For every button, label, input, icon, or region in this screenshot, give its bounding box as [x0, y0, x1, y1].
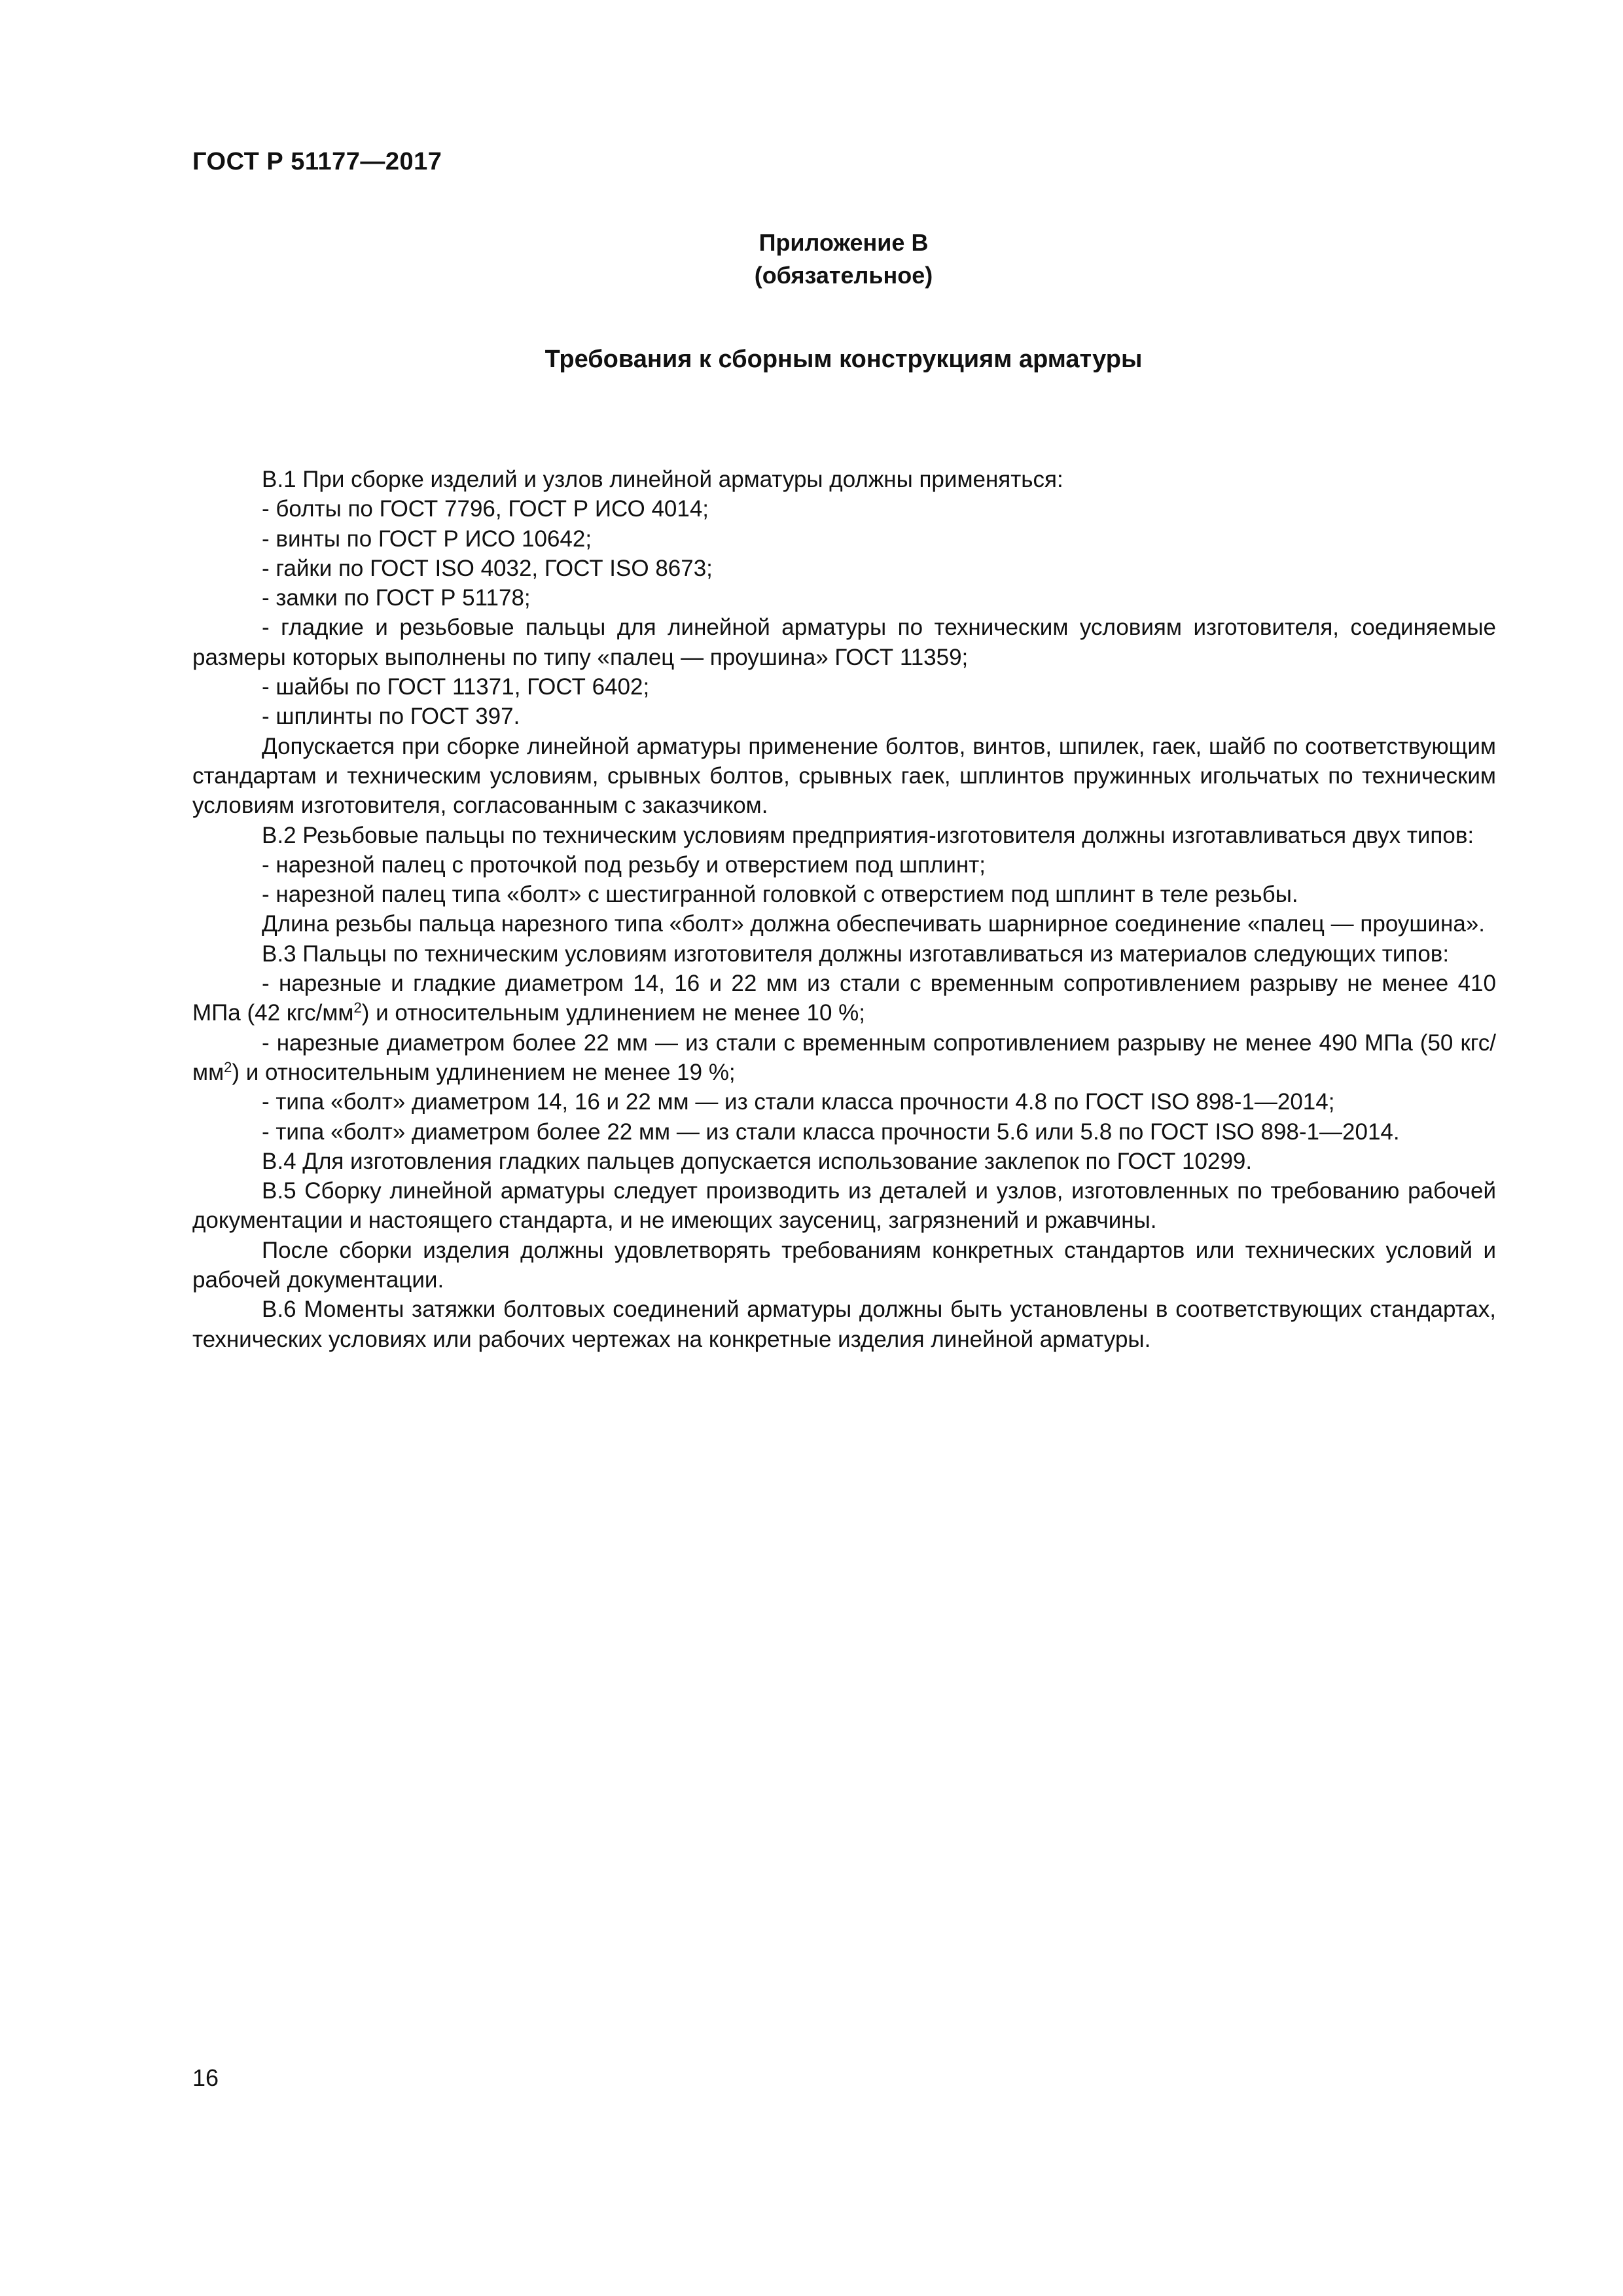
paragraph-b2: В.2 Резьбовые пальцы по техническим условиям предприятия-изготовителя должны изготавливаться двух типов: [262, 822, 1474, 848]
list-item-nuts: - гайки по ГОСТ ISO 4032, ГОСТ ISO 8673; [262, 555, 713, 581]
material-410-text-start: - нарезные и гладкие диаметром 14, 16 и 22 мм из стали с временным сопротивлением разрыву не менее 410 МПа (42 кгс/мм [192, 971, 1496, 1026]
section-title: Требования к сборным конструкциям арматуры [544, 346, 1143, 373]
list-item-bolt-pin: - нарезной палец типа «болт» с шестигранной головкой с отверстием под шплинт в теле резьбы. [262, 882, 1298, 908]
list-item-washers: - шайбы по ГОСТ 11371, ГОСТ 6402; [262, 674, 650, 700]
paragraph-b3: В.3 Пальцы по техническим условиям изготовителя должны изготавливаться из материалов следующих типов: [262, 941, 1450, 967]
list-item-material-410 [192, 969, 1496, 1028]
material-410-text-end: ) и относительным удлинением не менее 10 %; [361, 1000, 866, 1026]
list-item-cotter-pins: - шплинты по ГОСТ 397. [262, 704, 520, 730]
list-item-screws: - винты по ГОСТ Р ИСО 10642; [262, 526, 592, 552]
paragraph-b4: В.4 Для изготовления гладких пальцев допускается использование заклепок по ГОСТ 10299. [262, 1148, 1253, 1174]
appendix-label: Приложение В [758, 229, 929, 256]
material-490-text-end: ) и относительным удлинением не менее 19 %; [232, 1059, 736, 1085]
paragraph-b6: В.6 Моменты затяжки болтовых соединений арматуры должны быть установлены в соответствующих стандартах, технических условиях или рабочих чертежах на конкретные изделия линейной арматуры. [192, 1297, 1496, 1352]
paragraph-b5: В.5 Сборку линейной арматуры следует производить из деталей и узлов, изготовленных по требованию рабочей документации и настоящего стандарта, и не имеющих заусениц, загрязнений и ржавчины. [192, 1178, 1496, 1234]
superscript: 2 [224, 1058, 232, 1075]
paragraph-thread-length: Длина резьбы пальца нарезного типа «болт» должна обеспечивать шарнирное соединение «палец — проушина». [262, 911, 1486, 937]
body-text [192, 465, 1496, 1354]
appendix-status: (обязательное) [754, 262, 933, 289]
page-number: 16 [192, 2064, 219, 2091]
list-item-bolts: - болты по ГОСТ 7796, ГОСТ Р ИСО 4014; [262, 496, 709, 522]
appendix-heading [192, 226, 1495, 292]
list-item-threaded-pin: - нарезной палец с проточкой под резьбу и отверстием под шплинт; [262, 852, 986, 878]
paragraph-after-assembly: После сборки изделия должны удовлетворять требованиям конкретных стандартов или технических условий и рабочей документации. [192, 1237, 1496, 1293]
document-code: ГОСТ Р 51177—2017 [192, 148, 442, 175]
list-item-bolt-class-56: - типа «болт» диаметром более 22 мм — из стали класса прочности 5.6 или 5.8 по ГОСТ ISO 898-1—2014. [262, 1119, 1400, 1145]
superscript: 2 [353, 999, 362, 1016]
paragraph-b1: В.1 При сборке изделий и узлов линейной арматуры должны применяться: [262, 467, 1063, 492]
list-item-bolt-class-48: - типа «болт» диаметром 14, 16 и 22 мм — из стали класса прочности 4.8 по ГОСТ ISO 898-1—2014; [262, 1089, 1335, 1115]
list-item-pins: - гладкие и резьбовые пальцы для линейной арматуры по техническим условиям изготовителя, соединяемые размеры которых выполнены по типу «палец — проушина» ГОСТ 11359; [192, 615, 1496, 670]
list-item-material-490 [192, 1028, 1496, 1088]
list-item-locks: - замки по ГОСТ Р 51178; [262, 585, 531, 611]
paragraph-allowed: Допускается при сборке линейной арматуры применение болтов, винтов, шпилек, гаек, шайб по соответствующим стандартам и техническим условиям, срывных болтов, срывных гаек, шплинтов пружинных игольчатых по техническим условиям изготовителя, согласованным с заказчиком. [192, 733, 1496, 819]
material-490-text-start: - нарезные диаметром более 22 мм — из стали с временным сопротивлением разрыву не менее 490 МПа (50 кгс/мм [192, 1030, 1496, 1085]
